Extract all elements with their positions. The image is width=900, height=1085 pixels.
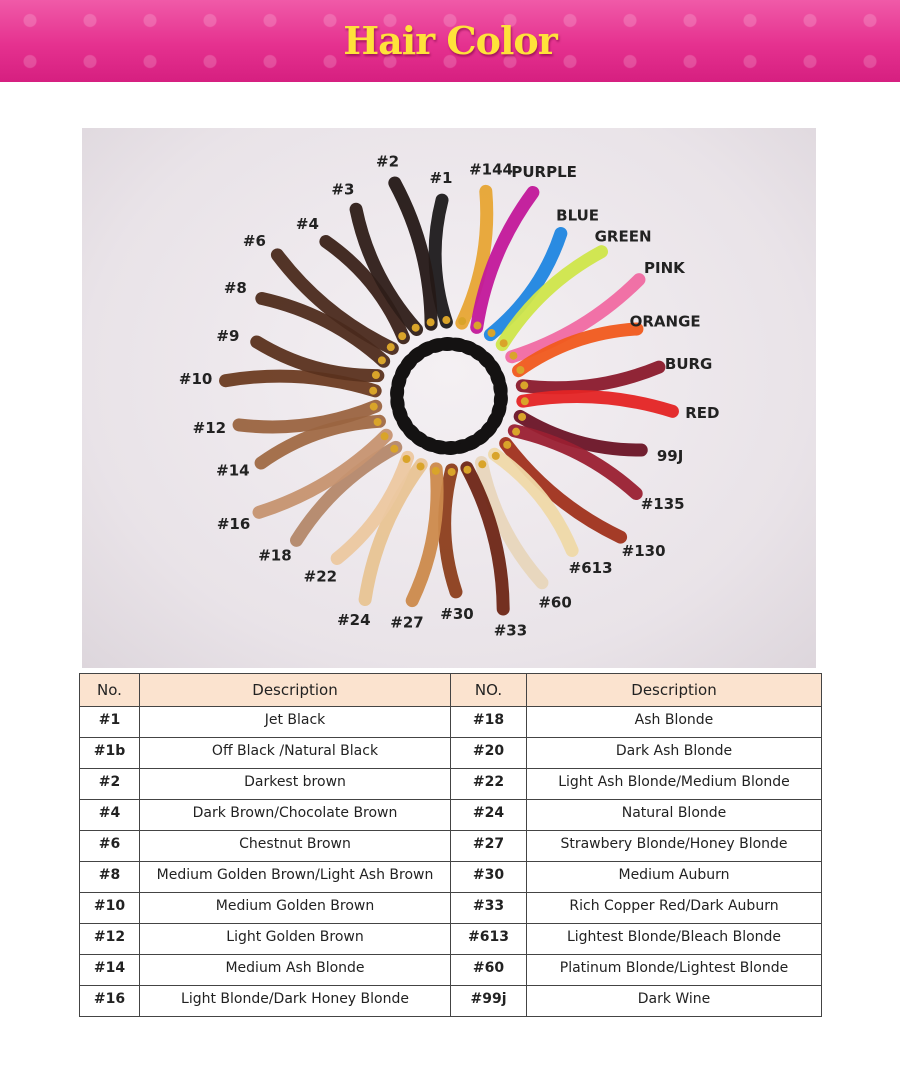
- color-description-left: Medium Golden Brown/Light Ash Brown: [140, 862, 451, 893]
- color-description-left: Chestnut Brown: [140, 831, 451, 862]
- swatch-gold-band: [520, 381, 528, 389]
- color-number-left: #6: [80, 831, 140, 862]
- swatch-gold-band: [378, 356, 386, 364]
- swatch-label: #613: [568, 558, 613, 577]
- color-description-right: Natural Blonde: [527, 800, 822, 831]
- color-number-right: #33: [451, 893, 527, 924]
- color-description-right: Light Ash Blonde/Medium Blonde: [527, 769, 822, 800]
- color-description-left: Off Black /Natural Black: [140, 738, 451, 769]
- swatch-label: PURPLE: [511, 163, 577, 182]
- color-description-right: Lightest Blonde/Bleach Blonde: [527, 924, 822, 955]
- header-no-right: NO.: [451, 674, 527, 707]
- swatch-gold-band: [442, 316, 450, 324]
- swatch-label: #135: [640, 494, 685, 513]
- swatch-label: #2: [376, 152, 400, 171]
- swatch-label: #6: [242, 231, 266, 250]
- table-row: [80, 769, 822, 800]
- hair-swatch-strand: [523, 397, 673, 412]
- color-number-right: #20: [451, 738, 527, 769]
- header-no-left: No.: [80, 674, 140, 707]
- color-description-right: Ash Blonde: [527, 707, 822, 738]
- swatch-gold-band: [427, 318, 435, 326]
- header-description-left: Description: [140, 674, 451, 707]
- hair-color-table: [79, 673, 822, 1017]
- swatch-label: #33: [493, 621, 528, 640]
- swatch-gold-band: [412, 324, 420, 332]
- color-number-left: #16: [80, 986, 140, 1017]
- swatch-label: #60: [538, 593, 572, 612]
- swatch-label: #144: [469, 160, 513, 179]
- swatch-label: #3: [331, 180, 355, 199]
- swatch-gold-band: [369, 387, 377, 395]
- color-description-left: Darkest brown: [140, 769, 451, 800]
- table-row: [80, 924, 822, 955]
- swatch-label: ORANGE: [629, 312, 701, 331]
- color-number-left: #8: [80, 862, 140, 893]
- color-description-left: Jet Black: [140, 707, 451, 738]
- swatch-gold-band: [458, 317, 466, 325]
- color-number-right: #30: [451, 862, 527, 893]
- swatch-gold-band: [487, 329, 495, 337]
- swatch-label: #12: [192, 418, 227, 437]
- color-number-left: #14: [80, 955, 140, 986]
- color-number-left: #12: [80, 924, 140, 955]
- swatch-label: #18: [258, 546, 292, 565]
- swatch-gold-band: [387, 343, 395, 351]
- color-number-right: #18: [451, 707, 527, 738]
- swatch-label: #4: [295, 215, 319, 234]
- swatch-gold-band: [473, 322, 481, 330]
- swatch-gold-band: [448, 468, 456, 476]
- banner-title: Hair Color: [343, 18, 557, 63]
- swatch-gold-band: [492, 452, 500, 460]
- color-description-left: Medium Ash Blonde: [140, 955, 451, 986]
- swatch-label: PINK: [644, 259, 685, 278]
- swatch-gold-band: [374, 418, 382, 426]
- swatch-label: #14: [216, 461, 250, 480]
- color-description-right: Strawbery Blonde/Honey Blonde: [527, 831, 822, 862]
- swatch-label: #130: [621, 542, 666, 561]
- color-description-left: Medium Golden Brown: [140, 893, 451, 924]
- color-number-right: #24: [451, 800, 527, 831]
- swatch-label: #1: [429, 169, 453, 188]
- color-number-left: #10: [80, 893, 140, 924]
- swatch-label: #30: [440, 604, 474, 623]
- swatch-label: #9: [216, 326, 240, 345]
- color-description-right: Medium Auburn: [527, 862, 822, 893]
- swatch-gold-band: [390, 445, 398, 453]
- hair-swatch-strand: [445, 470, 456, 592]
- swatch-gold-band: [370, 403, 378, 411]
- color-number-right: #60: [451, 955, 527, 986]
- swatch-gold-band: [509, 352, 517, 360]
- color-description-right: Dark Ash Blonde: [527, 738, 822, 769]
- swatch-gold-band: [417, 462, 425, 470]
- swatch-gold-band: [500, 339, 508, 347]
- table-row: [80, 831, 822, 862]
- swatch-gold-band: [398, 332, 406, 340]
- hair-swatch-strand: [412, 469, 437, 601]
- color-number-left: #4: [80, 800, 140, 831]
- swatch-label: #22: [303, 567, 338, 586]
- table-row: [80, 986, 822, 1017]
- swatch-label: BURG: [664, 355, 713, 374]
- swatch-gold-band: [403, 455, 411, 463]
- header-banner: [0, 0, 900, 82]
- swatch-label: BLUE: [556, 206, 600, 225]
- color-description-left: Dark Brown/Chocolate Brown: [140, 800, 451, 831]
- hair-color-ring-photo: [82, 128, 816, 668]
- color-number-left: #2: [80, 769, 140, 800]
- table-row: [80, 893, 822, 924]
- table-row: [80, 738, 822, 769]
- hair-swatch-strand: [435, 200, 446, 322]
- color-number-left: #1b: [80, 738, 140, 769]
- swatch-gold-band: [463, 466, 471, 474]
- swatch-gold-band: [518, 413, 526, 421]
- swatch-gold-band: [372, 371, 380, 379]
- table-row: [80, 800, 822, 831]
- color-number-right: #22: [451, 769, 527, 800]
- swatch-label: 99J: [656, 447, 684, 466]
- swatch-gold-band: [432, 467, 440, 475]
- color-number-right: #27: [451, 831, 527, 862]
- swatch-label: RED: [685, 403, 720, 422]
- swatch-gold-band: [521, 397, 529, 405]
- table-header-row: [80, 674, 822, 707]
- swatch-gold-band: [512, 428, 520, 436]
- swatch-label: #27: [390, 613, 424, 632]
- color-number-left: #1: [80, 707, 140, 738]
- swatch-label: #10: [178, 370, 213, 389]
- color-description-right: Dark Wine: [527, 986, 822, 1017]
- color-description-left: Light Blonde/Dark Honey Blonde: [140, 986, 451, 1017]
- swatch-gold-band: [503, 441, 511, 449]
- swatch-gold-band: [478, 460, 486, 468]
- table-row: [80, 862, 822, 893]
- swatch-label: GREEN: [594, 227, 652, 246]
- hair-color-ring: [82, 128, 816, 668]
- color-description-right: Platinum Blonde/Lightest Blonde: [527, 955, 822, 986]
- color-description-right: Rich Copper Red/Dark Auburn: [527, 893, 822, 924]
- swatch-label: #24: [337, 610, 371, 629]
- color-description-left: Light Golden Brown: [140, 924, 451, 955]
- table-row: [80, 955, 822, 986]
- hair-swatch-strand: [522, 367, 659, 388]
- table-row: [80, 707, 822, 738]
- color-number-right: #613: [451, 924, 527, 955]
- header-description-right: Description: [527, 674, 822, 707]
- color-number-right: #99j: [451, 986, 527, 1017]
- swatch-label: #8: [223, 279, 247, 298]
- swatch-label: #16: [216, 514, 251, 533]
- swatch-gold-band: [516, 366, 524, 374]
- swatch-gold-band: [381, 432, 389, 440]
